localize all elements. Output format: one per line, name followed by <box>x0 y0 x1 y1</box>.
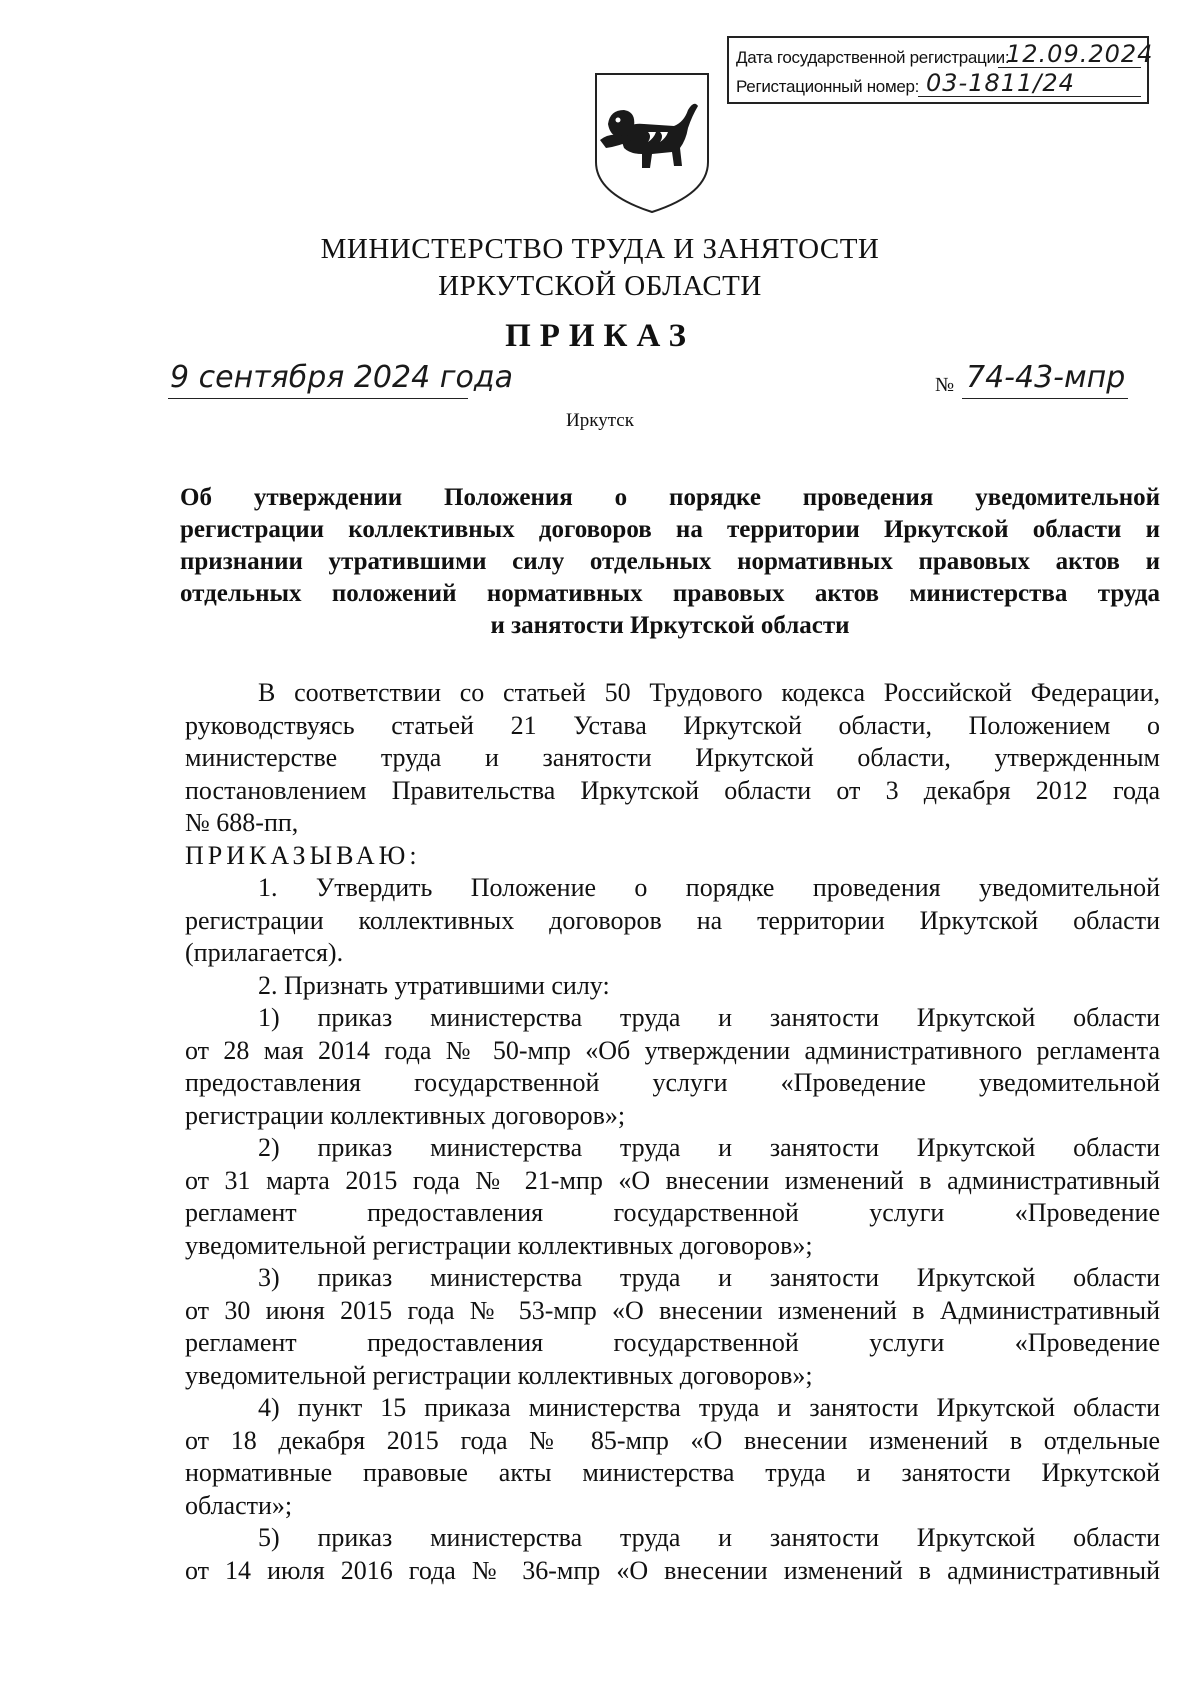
subject-line: признании утратившими силу отдельных нормативных правовых актов и <box>180 548 1160 575</box>
irkutsk-coat-of-arms-icon <box>590 70 714 216</box>
body-text-line: от 28 мая 2014 года № 50-мпр «Об утверждении административного регламента <box>185 1035 1160 1065</box>
body-text-line: ПРИКАЗЫВАЮ: <box>185 840 421 870</box>
document-type-title: ПРИКАЗ <box>505 318 695 354</box>
body-text-line: нормативные правовые акты министерства труда и занятости Иркутской <box>185 1458 1160 1487</box>
body-text-line: области»; <box>185 1490 293 1520</box>
body-text-line: 5) приказ министерства труда и занятости Иркутской области <box>258 1523 1160 1552</box>
body-text-line: постановлением Правительства Иркутской области от 3 декабря 2012 года <box>185 775 1160 805</box>
body-text-line: (прилагается). <box>185 938 344 967</box>
body-text-line: 4) пункт 15 приказа министерства труда и занятости Иркутской области <box>258 1393 1160 1422</box>
order-number-underline <box>962 398 1128 399</box>
body-text-line: регистрации коллективных договоров на территории Иркутской области <box>185 905 1160 935</box>
body-text-line: № 688-пп, <box>185 808 299 837</box>
body-text-line: от 14 июля 2016 года № 36-мпр «О внесении изменений в административный <box>185 1555 1160 1585</box>
order-number-sign: № <box>935 374 955 396</box>
body-text-line: от 31 марта 2015 года № 21-мпр «О внесении изменений в административный <box>185 1165 1160 1195</box>
ministry-name-line1: МИНИСТЕРСТВО ТРУДА И ЗАНЯТОСТИ <box>320 233 880 265</box>
body-text-line: предоставления государственной услуги «Проведение уведомительной <box>185 1068 1160 1097</box>
city-name: Иркутск <box>566 410 634 431</box>
subject-line: регистрации коллективных договоров на территории Иркутской области и <box>180 516 1160 543</box>
body-text-line: 2) приказ министерства труда и занятости Иркутской области <box>258 1133 1160 1162</box>
body-text-line: от 30 июня 2015 года № 53-мпр «О внесении изменений в Административный <box>185 1295 1160 1325</box>
body-text-line: 3) приказ министерства труда и занятости Иркутской области <box>258 1263 1160 1292</box>
body-text-line: В соответствии со статьей 50 Трудового кодекса Российской Федерации, <box>258 678 1160 707</box>
registration-number-row <box>736 69 1141 101</box>
subject-line: отдельных положений нормативных правовых актов министерства труда <box>180 580 1160 607</box>
ministry-name-line2: ИРКУТСКОЙ ОБЛАСТИ <box>438 270 762 302</box>
body-text-line: от 18 декабря 2015 года № 85-мпр «О внесении изменений в отдельные <box>185 1425 1160 1455</box>
registration-date-label: Дата государственной регистрации: <box>736 48 1010 67</box>
body-text-line: 2. Признать утратившими силу: <box>258 970 610 1000</box>
registration-date-row <box>736 40 1154 72</box>
body-text-line: уведомительной регистрации коллективных договоров»; <box>185 1360 813 1390</box>
registration-date-value: 12.09.2024 <box>1006 40 1154 68</box>
subject-line: Об утверждении Положения о порядке проведения уведомительной <box>180 484 1160 511</box>
registration-number-line <box>918 70 1141 97</box>
body-text-line: руководствуясь статьей 21 Устава Иркутской области, Положением о <box>185 710 1160 740</box>
registration-number-value: 03-1811/24 <box>926 69 1075 97</box>
body-text-line: уведомительной регистрации коллективных договоров»; <box>185 1230 813 1260</box>
order-date-underline <box>168 398 468 399</box>
order-subject <box>180 482 1160 642</box>
body-text-line: министерстве труда и занятости Иркутской области, утвержденным <box>185 743 1160 772</box>
registration-stamp <box>727 36 1154 104</box>
order-number-handwritten: 74-43-мпр <box>966 360 1126 395</box>
order-body <box>185 677 1160 1587</box>
body-text-line: регистрации коллективных договоров»; <box>185 1100 626 1130</box>
body-text-line: регламент предоставления государственной услуги «Проведение <box>185 1198 1160 1227</box>
registration-number-label: Регистационный номер: <box>736 77 920 96</box>
body-text-line: регламент предоставления государственной услуги «Проведение <box>185 1328 1160 1357</box>
body-text-line: 1) приказ министерства труда и занятости Иркутской области <box>258 1003 1160 1032</box>
registration-date-line <box>998 40 1154 68</box>
body-text-line: 1. Утвердить Положение о порядке проведения уведомительной <box>258 873 1160 902</box>
order-date-handwritten: 9 сентября 2024 года <box>170 360 513 395</box>
subject-line: и занятости Иркутской области <box>490 612 850 639</box>
